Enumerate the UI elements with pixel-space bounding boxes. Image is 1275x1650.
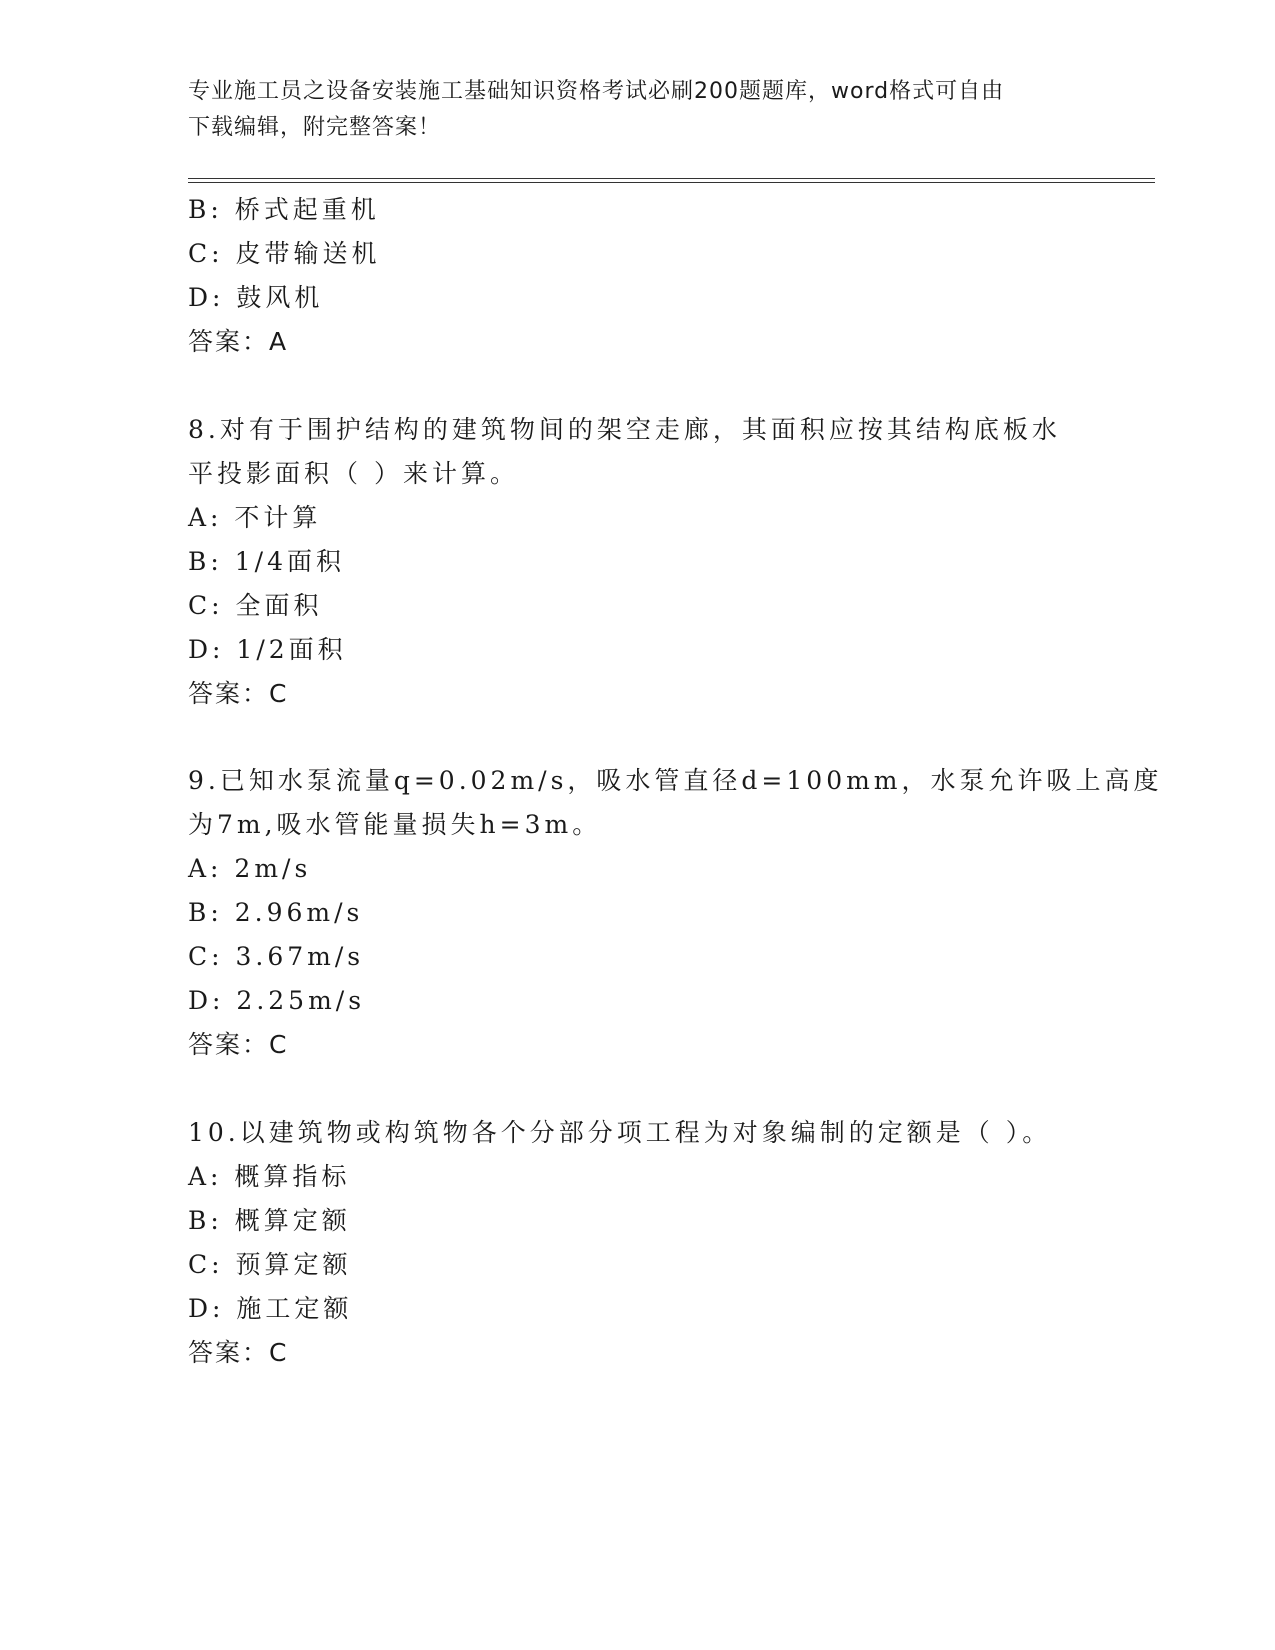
q10-option-d: D: 施工定额: [188, 1294, 353, 1323]
q10-option-c: C: 预算定额: [188, 1250, 352, 1279]
q9-option-c: C: 3.67m/s: [188, 942, 365, 971]
q8-option-b: B: 1/4面积: [188, 547, 345, 576]
q10-option-b: B: 概算定额: [188, 1206, 351, 1235]
q9-answer: 答案：C: [188, 1030, 289, 1059]
q7-option-b: B: 桥式起重机: [188, 195, 380, 224]
q7-answer: 答案：A: [188, 327, 289, 356]
q8-answer: 答案：C: [188, 679, 289, 708]
q8-option-c: C: 全面积: [188, 591, 323, 620]
q8-stem-line-2: 平投影面积（ ）来计算。: [188, 459, 519, 488]
q9-option-d: D: 2.25m/s: [188, 986, 366, 1015]
q9-option-b: B: 2.96m/s: [188, 898, 364, 927]
document-header: [188, 74, 1068, 146]
q9-option-a: A: 2m/s: [188, 854, 312, 883]
q10-answer: 答案：C: [188, 1338, 289, 1367]
q7-option-d: D: 鼓风机: [188, 283, 324, 312]
q8-option-d: D: 1/2面积: [188, 635, 347, 664]
q8-option-a: A: 不计算: [188, 503, 322, 532]
q9-stem-line-2: 为7m,吸水管能量损失h=3m。: [188, 810, 602, 839]
header-title-line-2: 下载编辑，附完整答案！: [188, 115, 442, 140]
q10-option-a: A: 概算指标: [188, 1162, 351, 1191]
q8-stem-line-1: 8.对有于围护结构的建筑物间的架空走廊，其面积应按其结构底板水: [188, 415, 1061, 444]
q7-option-c: C: 皮带输送机: [188, 239, 381, 268]
header-title-line-1: 专业施工员之设备安装施工基础知识资格考试必刷200题题库，word格式可自由: [188, 79, 1005, 104]
q9-stem-line-1: 9.已知水泵流量q=0.02m/s，吸水管直径d=100mm，水泵允许吸上高度: [188, 766, 1163, 795]
q10-stem-line-1: 10.以建筑物或构筑物各个分部分项工程为对象编制的定额是（ ）。: [188, 1118, 1052, 1147]
header-double-rule: [188, 178, 1155, 183]
